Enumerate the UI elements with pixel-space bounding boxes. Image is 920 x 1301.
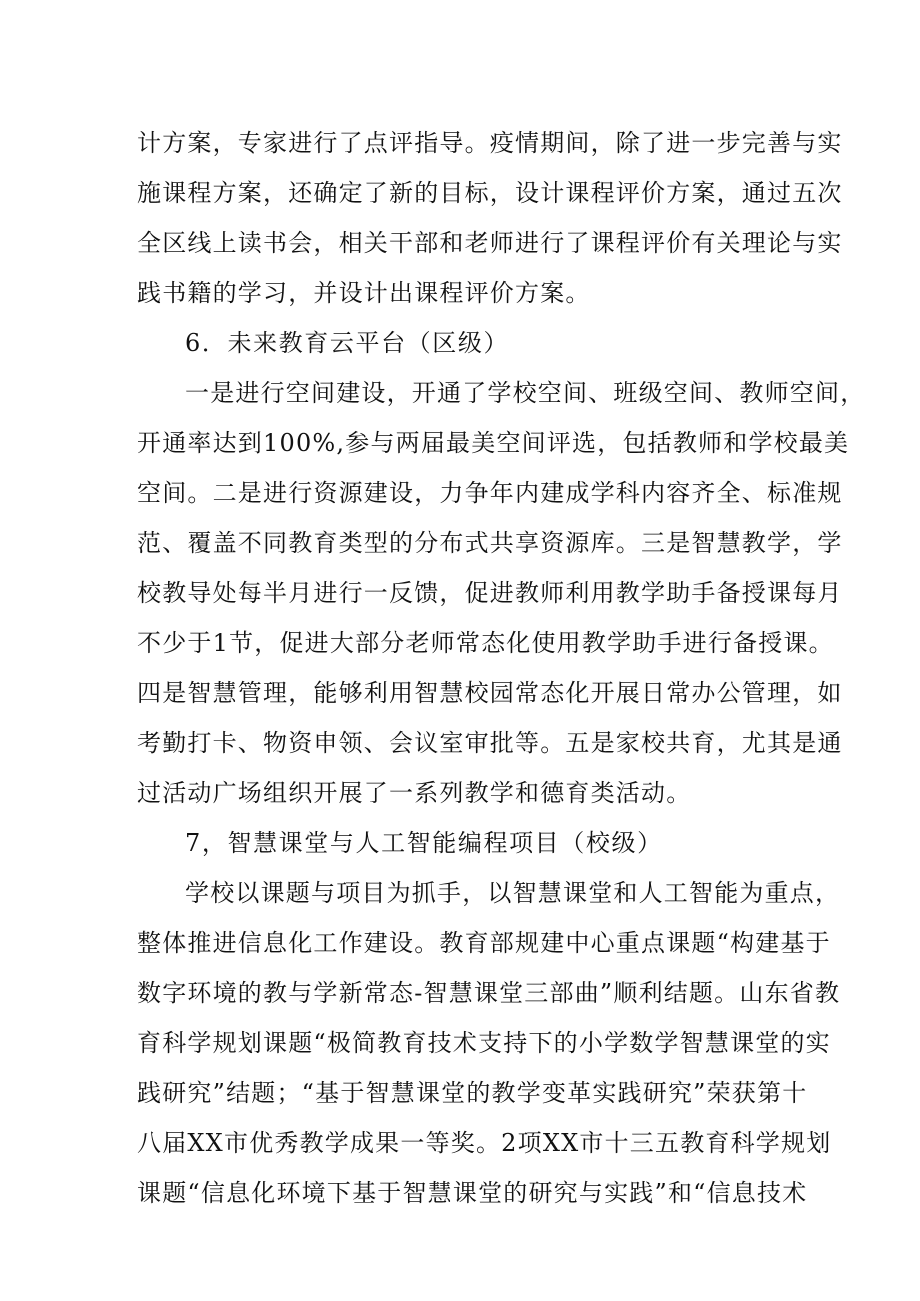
body-line: 全区线上读书会，相关干部和老师进行了课程评价有关理论与实 [137,229,843,257]
body-line: 整体推进信息化工作建设。教育部规建中心重点课题“构建基于 [137,929,831,957]
body-line: 计方案，专家进行了点评指导。疫情期间，除了进一步完善与实 [137,129,843,157]
section-heading-6: 6．未来教育云平台（区级） [185,329,510,357]
body-line: 四是智慧管理，能够利用智慧校园常态化开展日常办公管理，如 [137,679,843,707]
body-line: 育科学规划课题“极简教育技术支持下的小学数学智慧课堂的实 [137,1029,831,1057]
body-line: 学校以课题与项目为抓手，以智慧课堂和人工智能为重点， [185,879,841,907]
section-heading-7: 7，智慧课堂与人工智能编程项目（校级） [185,829,663,857]
body-line: 校教导处每半月进行一反馈，促进教师利用教学助手备授课每月 [137,579,843,607]
body-line: 数字环境的教与学新常态-智慧课堂三部曲”顺利结题。山东省教 [137,979,841,1007]
body-line: 范、覆盖不同教育类型的分布式共享资源库。三是智慧教学，学 [137,529,843,557]
body-line: 践研究”结题；“基于智慧课堂的教学变革实践研究”荣获第十 [137,1079,808,1107]
body-line: 过活动广场组织开展了一系列教学和德育类活动。 [137,779,692,807]
body-line: 不少于1节，促进大部分老师常态化使用教学助手进行备授课。 [137,629,834,657]
body-line: 一是进行空间建设，开通了学校空间、班级空间、教师空间， [185,379,866,407]
body-line: 施课程方案，还确定了新的目标，设计课程评价方案，通过五次 [137,179,843,207]
body-line: 课题“信息化环境下基于智慧课堂的研究与实践”和“信息技术 [137,1179,808,1207]
body-line: 空间。二是进行资源建设，力争年内建成学科内容齐全、标准规 [137,479,843,507]
body-line: 开通率达到100%,参与两届最美空间评选，包括教师和学校最美 [137,429,850,457]
body-line: 考勤打卡、物资申领、会议室审批等。五是家校共育，尤其是通 [137,729,843,757]
body-line: 践书籍的学习，并设计出课程评价方案。 [137,279,591,307]
body-line: 八届XX市优秀教学成果一等奖。2项XX市十三五教育科学规划 [137,1129,832,1157]
